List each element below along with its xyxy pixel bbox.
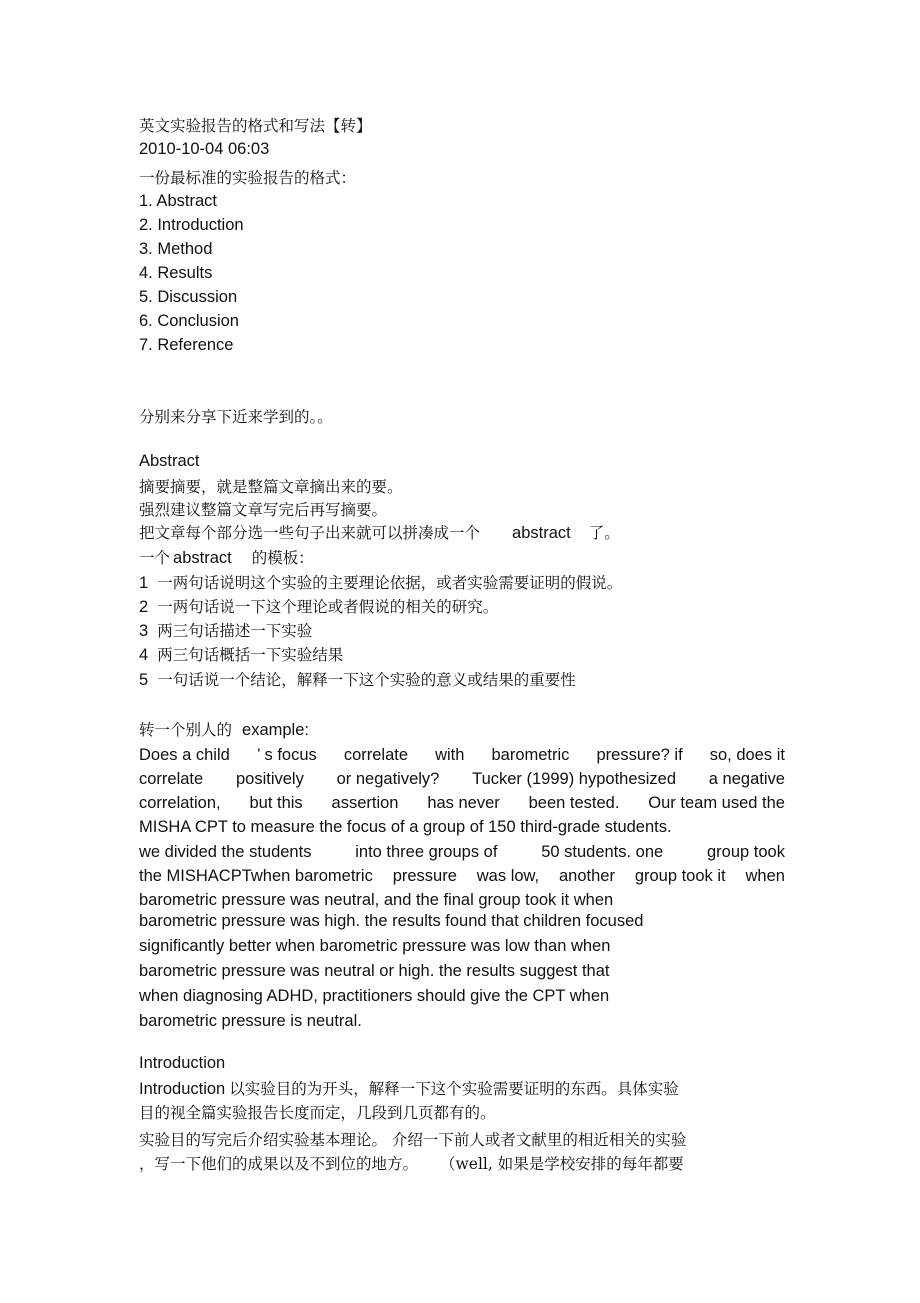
example-line-12: barometric pressure is neutral. — [139, 1012, 362, 1030]
template-num: 3 — [139, 622, 149, 640]
section-item-results: 4. Results — [139, 264, 213, 282]
template-text: 两三句话描述一下实验 — [157, 622, 313, 640]
example-word: was low, — [476, 867, 540, 885]
introduction-line-3: 实验目的写完后介绍实验基本理论。 介绍一下前人或者文献里的相近相关的实验 — [139, 1131, 687, 1149]
example-line-2 — [139, 769, 785, 789]
doc-date: 2010-10-04 06:03 — [139, 140, 270, 158]
section-item-abstract: 1. Abstract — [139, 192, 217, 210]
introduction-heading: Introduction — [139, 1054, 226, 1072]
example-word: Does a child — [139, 746, 230, 764]
template-item — [139, 621, 312, 641]
section-item-discussion: 5. Discussion — [139, 288, 238, 306]
template-text: 一两句话说一下这个理论或者假说的相关的研究。 — [157, 598, 499, 616]
example-line-5 — [139, 842, 785, 862]
example-word: so, does it — [709, 746, 785, 764]
example-term: example: — [242, 721, 309, 739]
example-word: correlation, — [139, 794, 221, 812]
abstract-line-1: 摘要摘要，就是整篇文章摘出来的要。 — [139, 478, 403, 496]
example-line-10: barometric pressure was neutral or high. the results suggest that — [139, 962, 610, 980]
example-word: pressure — [392, 867, 457, 885]
doc-title: 英文实验报告的格式和写法【转】 — [139, 117, 372, 135]
abstract-line-2: 强烈建议整篇文章写完后再写摘要。 — [139, 501, 388, 519]
template-item — [139, 670, 576, 690]
section-item-introduction: 2. Introduction — [139, 216, 244, 234]
example-word: barometric — [491, 746, 570, 764]
example-line-6 — [139, 866, 785, 886]
introduction-line-4 — [139, 1154, 684, 1174]
example-word: Our team used the — [648, 794, 785, 812]
example-line-1 — [139, 745, 785, 765]
introduction-term: Introduction — [139, 1080, 226, 1098]
example-word: when — [745, 867, 785, 885]
example-word: correlate — [343, 746, 409, 764]
template-item — [139, 645, 343, 665]
example-word: Tucker (1999) hypothesized — [472, 770, 677, 788]
example-word: into three groups of — [355, 843, 498, 861]
example-word: group took — [707, 843, 785, 861]
example-word: a negative — [708, 770, 785, 788]
example-line-11: when diagnosing ADHD, practitioners should give the CPT when — [139, 987, 610, 1005]
introduction-line-1 — [139, 1079, 679, 1099]
template-text: 两三句话概括一下实验结果 — [157, 646, 344, 664]
example-word: positively — [235, 770, 304, 788]
template-num: 5 — [139, 671, 149, 689]
template-item — [139, 597, 498, 617]
template-text: 一两句话说明这个实验的主要理论依据，或者实验需要证明的假说。 — [157, 574, 623, 592]
example-line-3 — [139, 793, 785, 813]
example-word: we divided the students — [139, 843, 312, 861]
example-word: assertion — [331, 794, 399, 812]
template-text: 一句话说一个结论，解释一下这个实验的意义或结果的重要性 — [157, 671, 576, 689]
abstract-heading: Abstract — [139, 452, 200, 470]
abstract-line-3-text: 把文章每个部分选一些句子出来就可以拼凑成一个 — [139, 524, 481, 542]
example-word: 50 students. one — [541, 843, 664, 861]
abstract-term: abstract — [512, 524, 571, 542]
abstract-line-4-start: 一个 — [139, 549, 171, 567]
share-line: 分别来分享下近来学到的。。 — [139, 408, 333, 426]
template-num: 1 — [139, 574, 149, 592]
section-item-conclusion: 6. Conclusion — [139, 312, 239, 330]
example-word: but this — [249, 794, 303, 812]
example-intro — [139, 720, 309, 740]
example-word: another — [558, 867, 615, 885]
example-word: or negatively? — [336, 770, 440, 788]
section-item-reference: 7. Reference — [139, 336, 234, 354]
introduction-line-2: 目的视全篇实验报告长度而定，几段到几页都有的。 — [139, 1104, 496, 1122]
abstract-line-3 — [139, 523, 620, 543]
format-intro: 一份最标准的实验报告的格式： — [139, 169, 357, 187]
abstract-term: abstract — [173, 549, 232, 567]
example-word: with — [435, 746, 465, 764]
example-line-7: barometric pressure was neutral, and the final group took it when — [139, 891, 614, 909]
abstract-line-3-end: 了。 — [588, 524, 620, 542]
template-item — [139, 573, 622, 593]
example-word: ’ s focus — [256, 746, 317, 764]
abstract-line-4 — [139, 548, 314, 568]
example-word: been tested. — [528, 794, 620, 812]
example-word: pressure? if — [596, 746, 683, 764]
abstract-line-4-end: 的模板： — [251, 549, 314, 567]
example-line-4: MISHA CPT to measure the focus of a group of 150 third-grade students. — [139, 818, 672, 836]
example-word: group took it — [634, 867, 726, 885]
example-line-9: significantly better when barometric pressure was low than when — [139, 937, 611, 955]
example-word: correlate — [139, 770, 204, 788]
introduction-line-4-end: （well, 如果是学校安排的每年都要 — [440, 1155, 684, 1173]
example-word: has never — [427, 794, 500, 812]
example-intro-text: 转一个别人的 — [139, 721, 233, 739]
example-word: the MISHACPTwhen barometric — [139, 867, 373, 885]
introduction-line-4-text: ，写一下他们的成果以及不到位的地方。 — [139, 1155, 419, 1173]
introduction-line-1-text: 以实验目的为开头，解释一下这个实验需要证明的东西。具体实验 — [229, 1080, 679, 1098]
section-item-method: 3. Method — [139, 240, 213, 258]
example-line-8: barometric pressure was high. the results found that children focused — [139, 912, 644, 930]
template-num: 4 — [139, 646, 149, 664]
template-num: 2 — [139, 598, 149, 616]
